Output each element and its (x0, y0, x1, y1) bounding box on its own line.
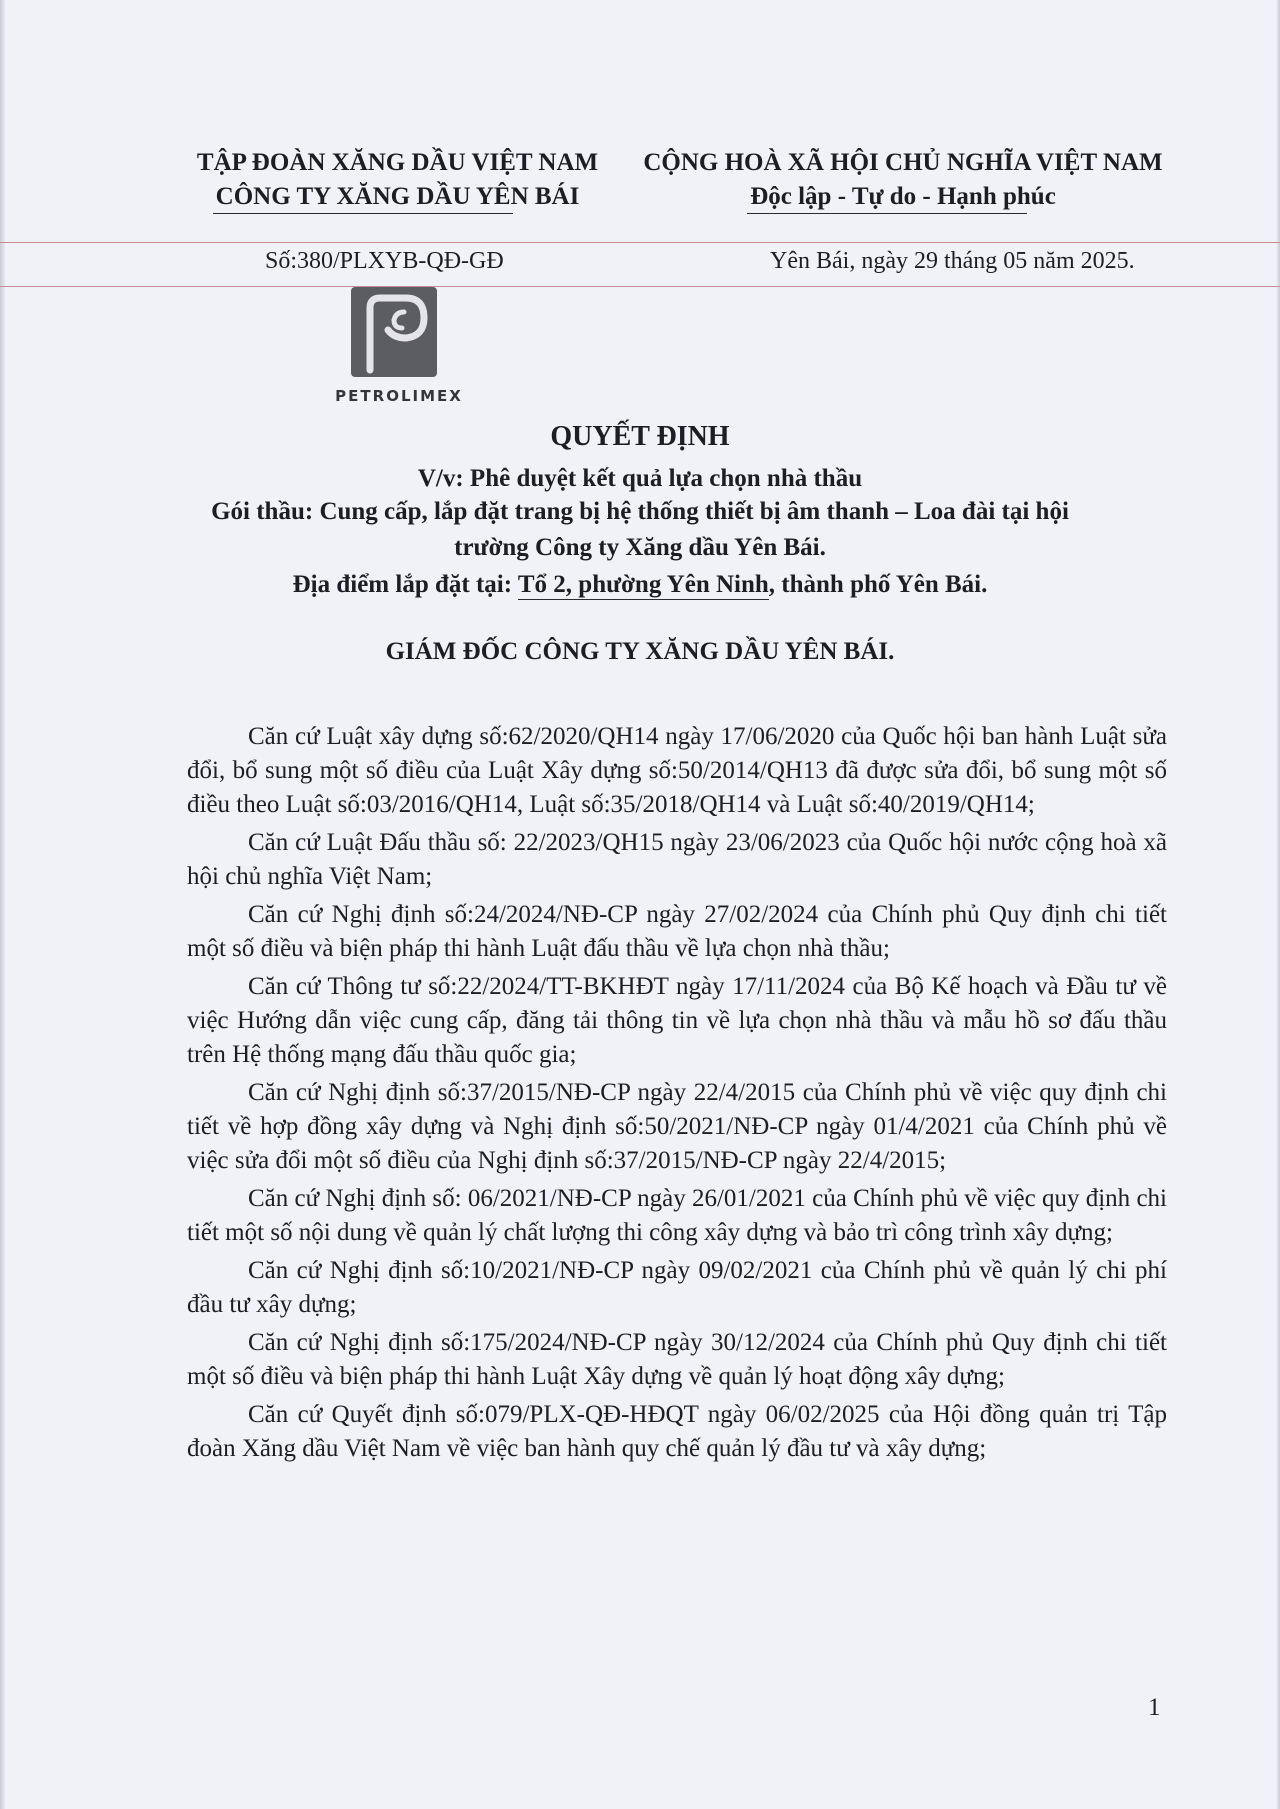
location-underlined: Tổ 2, phường Yên Ninh (517, 571, 769, 598)
package-line-1: Gói thầu: Cung cấp, lắp đặt trang bị hệ thống thiết bị âm thanh – Loa đài tại hội (211, 498, 1069, 525)
document-body (187, 720, 1167, 1470)
scan-edge-left (0, 0, 6, 1809)
national-motto: Độc lập - Tự do - Hạnh phúc (750, 183, 1056, 210)
legal-basis-paragraph: Căn cứ Nghị định số:175/2024/NĐ-CP ngày 30/12/2024 của Chính phủ Quy định chi tiết một số điều và biện pháp thi hành Luật Xây dựng về quản lý hoạt động xây dựng; (187, 1329, 1167, 1390)
legal-basis-paragraph: Căn cứ Nghị định số:37/2015/NĐ-CP ngày 22/4/2015 của Chính phủ về việc quy định chi tiết về hợp đồng xây dựng và Nghị định số:50/2021/NĐ-CP ngày 01/4/2021 của Chính phủ về việc sửa đổi một số điều của Nghị định số:37/2015/NĐ-CP ngày 22/4/2015; (187, 1079, 1167, 1174)
national-header (628, 146, 1178, 214)
legal-basis-paragraph: Căn cứ Nghị định số:10/2021/NĐ-CP ngày 09/02/2021 của Chính phủ về quản lý chi phí đầu tư xây dựng; (187, 1257, 1167, 1318)
petrolimex-logo-icon (350, 286, 440, 380)
director-heading: GIÁM ĐỐC CÔNG TY XĂNG DẦU YÊN BÁI. (385, 638, 895, 665)
decision-title: QUYẾT ĐỊNH (550, 421, 730, 452)
legal-basis-paragraph: Căn cứ Luật xây dựng số:62/2020/QH14 ngày 17/06/2020 của Quốc hội ban hành Luật sửa đổi, bổ sung một số điều của Luật Xây dựng số:50/2014/QH13 đã được sửa đổi, bổ sung một số điều theo Luật số:03/2016/QH14, Luật số:35/2018/QH14 và Luật số:40/2019/QH14; (187, 723, 1167, 818)
org-name: CÔNG TY XĂNG DẦU YÊN BÁI (215, 183, 580, 210)
location-label: Địa điểm lắp đặt tại: (292, 571, 518, 598)
legal-basis-paragraph: Căn cứ Thông tư số:22/2024/TT-BKHĐT ngày 17/11/2024 của Bộ Kế hoạch và Đầu tư về việc Hướng dẫn việc cung cấp, đăng tải thông tin về lựa chọn nhà thầu và mẫu hồ sơ đấu thầu trên Hệ thống mạng đấu thầu quốc gia; (187, 973, 1167, 1068)
document-date: Yên Bái, ngày 29 tháng 05 năm 2025. (770, 248, 1135, 274)
location-rest: , thành phố Yên Bái. (768, 571, 988, 598)
page-number: 1 (1148, 1694, 1161, 1721)
org-underline (213, 213, 513, 214)
motto-underline (747, 213, 1027, 214)
national-title: CỘNG HOÀ XÃ HỘI CHỦ NGHĨA VIỆT NAM (643, 149, 1163, 176)
org-parent: TẬP ĐOÀN XĂNG DẦU VIỆT NAM (196, 149, 599, 176)
legal-basis-paragraph: Căn cứ Quyết định số:079/PLX-QĐ-HĐQT ngày 06/02/2025 của Hội đồng quản trị Tập đoàn Xăng dầu Việt Nam về việc ban hành quy chế quản lý đầu tư và xây dựng; (187, 1401, 1167, 1462)
package-line-2: trường Công ty Xăng dầu Yên Bái. (454, 534, 826, 561)
legal-basis-paragraph: Căn cứ Nghị định số:24/2024/NĐ-CP ngày 27/02/2024 của Chính phủ Quy định chi tiết một số điều và biện pháp thi hành Luật đấu thầu về lựa chọn nhà thầu; (187, 901, 1167, 962)
scan-edge-right (1276, 0, 1280, 1809)
logo-label: PETROLIMEX (335, 387, 463, 405)
legal-basis-paragraph: Căn cứ Luật Đấu thầu số: 22/2023/QH15 ngày 23/06/2023 của Quốc hội nước cộng hoà xã hội chủ nghĩa Việt Nam; (187, 829, 1167, 890)
legal-basis-paragraph: Căn cứ Nghị định số: 06/2021/NĐ-CP ngày 26/01/2021 của Chính phủ về việc quy định chi tiết một số nội dung về quản lý chất lượng thi công xây dựng và bảo trì công trình xây dựng; (187, 1185, 1167, 1246)
document-number: Số:380/PLXYB-QĐ-GĐ (265, 248, 504, 274)
org-header (170, 146, 625, 214)
location-line (0, 567, 1280, 603)
ruled-line (0, 286, 1280, 287)
decision-subject: V/v: Phê duyệt kết quả lựa chọn nhà thầu (417, 465, 863, 492)
